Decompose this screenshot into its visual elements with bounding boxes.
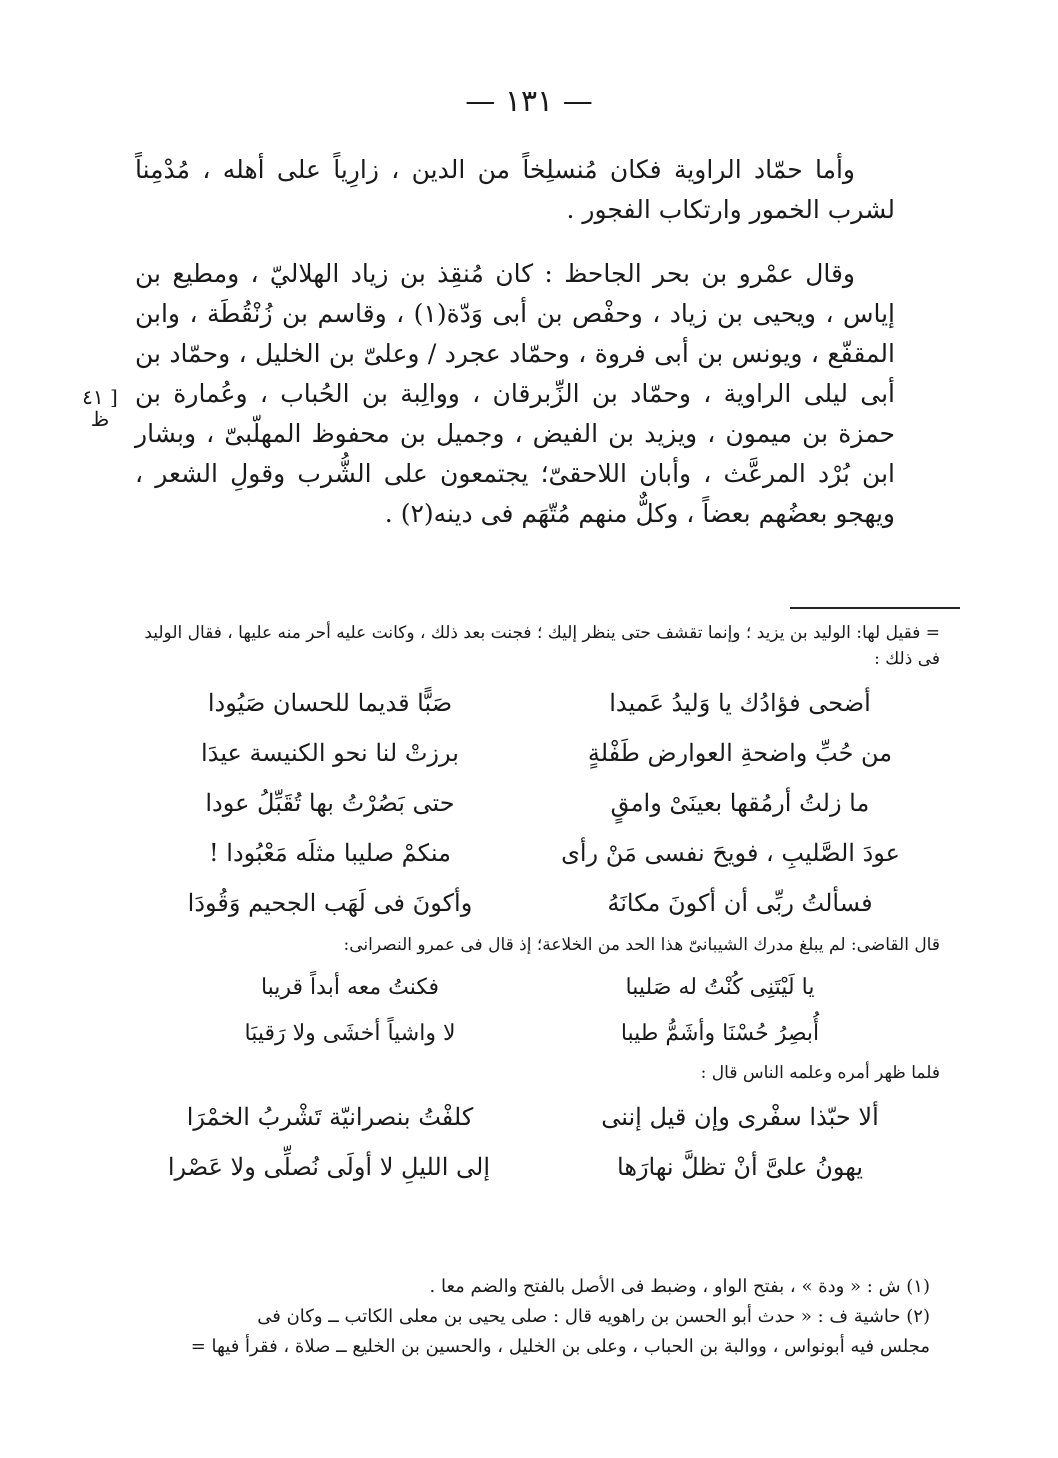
poem-mudrik (120, 964, 940, 1056)
footnote-2-continued: مجلس فيه أبونواس ، ووالبة بن الحباب ، وعلى بن الخليل ، والحسين بن الخليع ــ صلاة ، فقرأ فيها = (190, 1336, 930, 1357)
note-after: فلما ظهر أمره وعلمه الناس قال : (700, 1063, 940, 1083)
verse-line (120, 1010, 940, 1056)
verse-line (120, 1092, 940, 1142)
verse-second-hemistich: منكمْ صليبا مثلَه مَعْبُودا ! (209, 839, 451, 867)
main-text (135, 150, 895, 558)
verse-second-hemistich: صَبًّا قديما للحسان صَيُودا (207, 689, 453, 717)
folio-bracket: [ ٤١ (82, 385, 118, 409)
verse-second-hemistich: برزتْ لنا نحو الكنيسة عيدَا (201, 739, 459, 767)
verse-second-hemistich: حتى بَصُرْتُ بها تُقَبِّلُ عودا (205, 789, 455, 817)
verse-second-hemistich: إلى الليلِ لا أولَى نُصلِّى ولا عَصْرا (167, 1153, 490, 1181)
verse-first-hemistich: أُبصِرُ حُسْنَا وأشَمُّ طيبا (620, 1020, 820, 1046)
poem-final (120, 1092, 940, 1192)
verse-second-hemistich: وأكونَ فى لَهَب الجحيم وَقُودَا (187, 889, 473, 917)
note-qadi: قال القاضى: لم يبلغ مدرك الشيبانىّ هذا الحد من الخلاعة؛ إذ قال فى عمرو النصرانى: (343, 935, 940, 955)
paragraph-hammad: وأما حمّاد الراوية فكان مُنسلِخاً من الدين ، زارِياً على أهله ، مُدْمِناً لشرب الخمور وارتكاب الفجور . (135, 155, 895, 224)
verse-line (120, 678, 940, 728)
verse-line (120, 878, 940, 928)
verse-first-hemistich: يا لَيْتَنِى كُنْتُ له صَليبا (625, 974, 815, 1000)
verse-second-hemistich: فكنتُ معه أبداً قريبا (260, 974, 440, 1000)
paragraph-jahiz: وقال عمْرو بن بحر الجاحظ : كان مُنقِذ بن زياد الهلاليّ ، ومطيع بن إياس ، ويحيى بن زياد ، وحفْص بن أبى وَدّة(١) ، وقاسم بن زُنْقُطَة ، وابن المقفّع ، ويونس بن أبى فروة ، وحمّاد عجرد / وعلىّ بن الخليل ، وحمّاد بن أبى ليلى الراوية ، وحمّاد بن الزِّبرقان ، ووالِبة بن الحُباب ، وعُمارة بن حمزة بن ميمون ، ويزيد بن الفيض ، وجميل بن محفوظ المهلّبىّ ، وبشار ابن بُرْد المرعَّث ، وأبان اللاحقىّ؛ يجتمعون على الشُّرب وقولِ الشعر ، ويهجو بعضُهم بعضاً ، وكلٌّ منهم مُتّهَم فى دينه(٢) . (135, 259, 896, 528)
verse-line (120, 728, 940, 778)
verse-first-hemistich: ما زلتُ أرمُقها بعينَىْ وامقٍ (610, 789, 870, 817)
page-number: — ١٣١ — (465, 84, 593, 119)
verse-line (120, 828, 940, 878)
folio-side: ظ (90, 407, 110, 431)
continued-note (120, 620, 940, 1196)
footnote-divider (790, 607, 960, 609)
footnotes (130, 1272, 930, 1362)
verse-first-hemistich: فسألتُ ربِّى أن أكونَ مكانَهُ (607, 889, 873, 917)
verse-first-hemistich: أضحى فؤادُك يا وَليدُ عَميدا (609, 689, 871, 717)
verse-line (120, 1142, 940, 1192)
verse-first-hemistich: عودَ الصَّليبِ ، فويحَ نفسى مَنْ رأى (561, 839, 900, 867)
verse-second-hemistich: لا واشياً أخشَى ولا رَقيبَا (244, 1020, 456, 1046)
verse-first-hemistich: يهونُ علىَّ أنْ تظلَّ نهارَها (617, 1153, 863, 1181)
poem-walid (120, 678, 940, 928)
note-intro: = فقيل لها: الوليد بن يزيد ؛ وإنما تقشف حتى ينظر إليك ؛ فجنت بعد ذلك ، وكانت عليه أحر منه عليها ، فقال الوليد فى ذلك : (144, 623, 940, 669)
verse-first-hemistich: ألا حبّذا سفْرى وإن قيل إننى (601, 1103, 879, 1131)
verse-first-hemistich: من حُبِّ واضحةِ العوارض طَفْلةٍ (587, 739, 893, 767)
footnote-1: (١) ش : « ودة » ، بفتح الواو ، وضبط فى الأصل بالفتح والضم معا . (429, 1276, 930, 1297)
verse-line (120, 778, 940, 828)
footnote-2: (٢) حاشية ف : « حدث أبو الحسن بن راهويه قال : صلى يحيى بن معلى الكاتب ــ وكان فى (257, 1306, 930, 1327)
manuscript-folio-note (62, 386, 138, 430)
verse-line (120, 964, 940, 1010)
verse-second-hemistich: كلفْتُ بنصرانيّة تَشْربُ الخمْرَا (186, 1103, 474, 1131)
